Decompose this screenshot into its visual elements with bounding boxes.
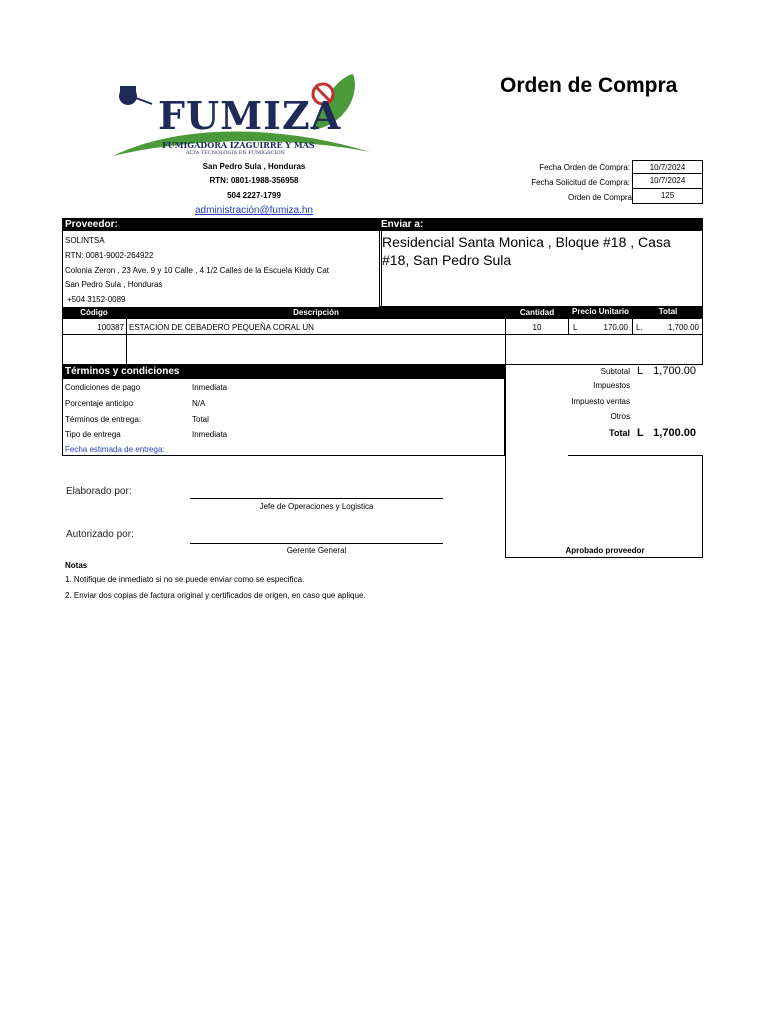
item-total-currency: L. [636, 323, 643, 332]
total-label: Total [609, 428, 630, 438]
provider-header: Proveedor: [65, 219, 118, 230]
terms-label: Términos de entrega: [65, 415, 142, 424]
col-divider [126, 319, 127, 365]
provider-name: SOLINTSA [65, 236, 105, 245]
terms-label: Tipo de entrega [65, 430, 121, 439]
provider-rtn: RTN: 0081-9002-264922 [65, 251, 154, 260]
col-cantidad: Cantidad [506, 308, 568, 318]
autorizado-label: Autorizado por: [66, 529, 134, 540]
col-precio: Precio Unitario [568, 307, 633, 317]
elaborado-signature-line [190, 498, 443, 499]
col-descripcion: Descripción [127, 308, 505, 318]
terms-header: Términos y condiciones [65, 366, 180, 377]
item-codigo: 100387 [97, 323, 124, 332]
fecha-orden-label: Fecha Orden de Compra: [539, 163, 630, 172]
terms-value: N/A [192, 399, 206, 408]
total-value: 1,700.00 [653, 427, 696, 439]
note-item: 2. Enviar dos copias de factura original y certificados de origen, en caso que aplique. [65, 591, 366, 600]
ship-to-address: Residencial Santa Monica , Bloque #18 , Casa #18, San Pedro Sula [382, 234, 671, 268]
col-codigo: Código [62, 308, 126, 318]
terms-label: Condiciones de pago [65, 383, 141, 392]
logo-subtitle: FUMIGADORA IZAGUIRRE Y MAS [162, 140, 315, 150]
elaborado-label: Elaborado por: [66, 486, 132, 497]
impuestos-label: Impuestos [593, 381, 630, 390]
fecha-solicitud-value: 10/7/2024 [632, 174, 703, 189]
company-rtn: RTN: 0801-1988-356958 [209, 176, 299, 185]
approval-bottom-line [505, 557, 568, 558]
row-divider [62, 334, 703, 335]
approval-box [568, 455, 703, 558]
fecha-solicitud-label: Fecha Solicitud de Compra: [531, 178, 630, 187]
item-cantidad: 10 [532, 323, 542, 332]
document-title: Orden de Compra [500, 74, 678, 97]
subtotal-currency: L [637, 365, 644, 377]
notes-title: Notas [65, 561, 88, 570]
total-currency: L [637, 427, 644, 439]
logo-text: FUMIZA [158, 93, 342, 138]
fecha-orden-value: 10/7/2024 [632, 160, 703, 174]
company-city: San Pedro Sula , Honduras [202, 162, 306, 171]
terms-value: Inmediata [192, 383, 228, 392]
orden-label: Orden de Compra [567, 193, 632, 202]
subtotal-label: Subtotal [600, 367, 630, 376]
totals-divider [505, 365, 506, 558]
impuesto-ventas-label: Impuesto ventas [571, 397, 630, 406]
company-email-link[interactable]: administración@fumiza.hn [195, 205, 313, 216]
provider-city: San Pedro Sula , Honduras [65, 280, 163, 289]
autorizado-signature-line [190, 543, 443, 544]
terms-label: Porcentaje anticipo [65, 399, 134, 408]
autorizado-role: Gerente General [286, 546, 347, 555]
provider-address: Colonia Zeron , 23 Ave. 9 y 10 Calle , 4 1/2 Calles de la Escuela Kiddy Cat [65, 266, 330, 275]
item-precio: 170.00 [603, 323, 628, 332]
subtotal-value: 1,700.00 [653, 365, 696, 377]
orden-value: 125 [632, 189, 703, 204]
item-currency: L [573, 323, 578, 332]
terms-value: Inmediata [192, 430, 228, 439]
logo-tagline: ALTA TECNOLOGIA EN FUMIGACION [186, 150, 285, 156]
fecha-entrega-label: Fecha estimada de entrega: [65, 445, 165, 454]
note-item: 1. Notifique de inmediato si no se puede enviar como se especifica. [65, 575, 305, 584]
ship-to-header: Enviar a: [381, 219, 424, 230]
company-phone: 504 2227-1799 [227, 191, 281, 200]
item-descripcion: ESTACION DE CEBADERO PEQUEÑA CORAL UN [129, 323, 314, 332]
terms-value: Total [192, 415, 209, 424]
aprobado-label: Aprobado proveedor [565, 546, 645, 555]
col-divider [632, 319, 633, 334]
col-total: Total [633, 307, 703, 317]
col-divider [568, 319, 569, 334]
elaborado-role: Jefe de Operaciones y Logistica [259, 502, 374, 511]
item-total: 1,700.00 [667, 323, 699, 332]
provider-phone: +504 3152-0089 [67, 295, 126, 304]
otros-label: Otros [610, 412, 630, 421]
